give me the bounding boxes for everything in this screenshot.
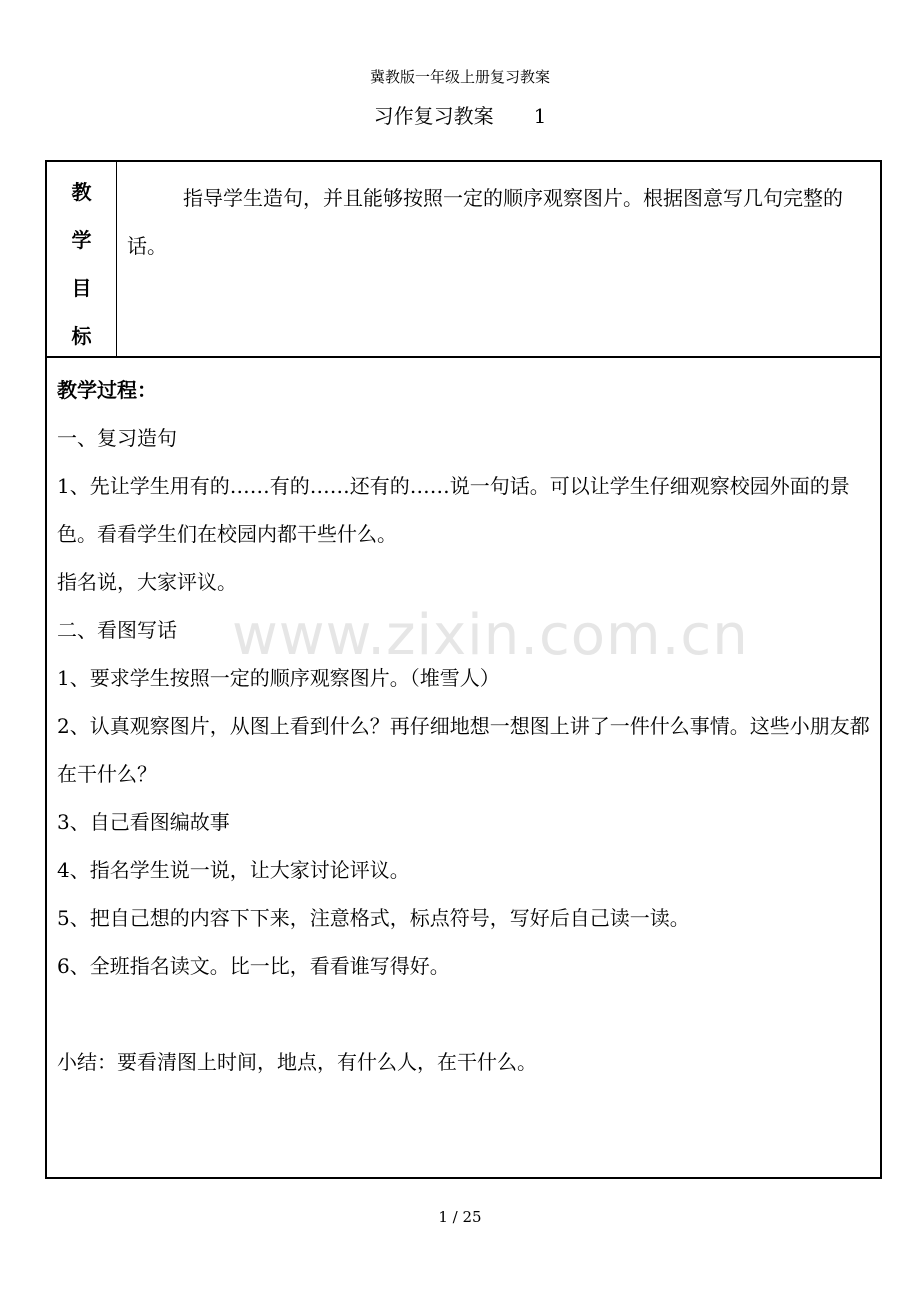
teaching-goal-text: 指导学生造句，并且能够按照一定的顺序观察图片。根据图意写几句完整的话。 [127, 186, 843, 258]
teaching-goal-label [47, 162, 117, 356]
process-item: 1、先让学生用有的……有的……还有的……说一句话。可以让学生仔细观察校园外面的景色。看看学生们在校园内都干些什么。 [57, 474, 850, 546]
process-item: 指名说，大家评议。 [57, 570, 237, 594]
lesson-table [45, 160, 882, 1179]
goal-label-char: 目 [71, 276, 92, 300]
title-text: 习作复习教案 [373, 104, 494, 128]
section-title: 一、复习造句 [57, 426, 177, 450]
section-title: 二、看图写话 [57, 618, 177, 642]
page-title [0, 100, 920, 129]
teaching-process [57, 366, 877, 1086]
watermark: www.zixin.com.cn [232, 603, 749, 668]
goal-label-char: 标 [71, 324, 92, 348]
document-header: 冀教版一年级上册复习教案 [369, 68, 550, 86]
summary: 小结：要看清图上时间，地点，有什么人，在干什么。 [57, 1050, 537, 1074]
process-item: 6、全班指名读文。比一比，看看谁写得好。 [57, 954, 450, 978]
title-number: 1 [533, 104, 547, 128]
blank-line [57, 990, 877, 1038]
process-item: 2、认真观察图片，从图上看到什么？再仔细地想一想图上讲了一件什么事情。这些小朋友都在干什么？ [57, 714, 870, 786]
process-item: 5、把自己想的内容下下来，注意格式，标点符号，写好后自己读一读。 [57, 906, 690, 930]
teaching-goal-row [47, 162, 880, 358]
process-heading: 教学过程： [57, 378, 157, 402]
process-item: 4、指名学生说一说，让大家讨论评议。 [57, 858, 410, 882]
page-number: 1 / 25 [438, 1208, 482, 1226]
process-item: 3、自己看图编故事 [57, 810, 230, 834]
goal-label-char: 学 [71, 228, 92, 252]
goal-label-char: 教 [71, 180, 92, 204]
process-item: 1、要求学生按照一定的顺序观察图片。（堆雪人） [57, 666, 500, 690]
